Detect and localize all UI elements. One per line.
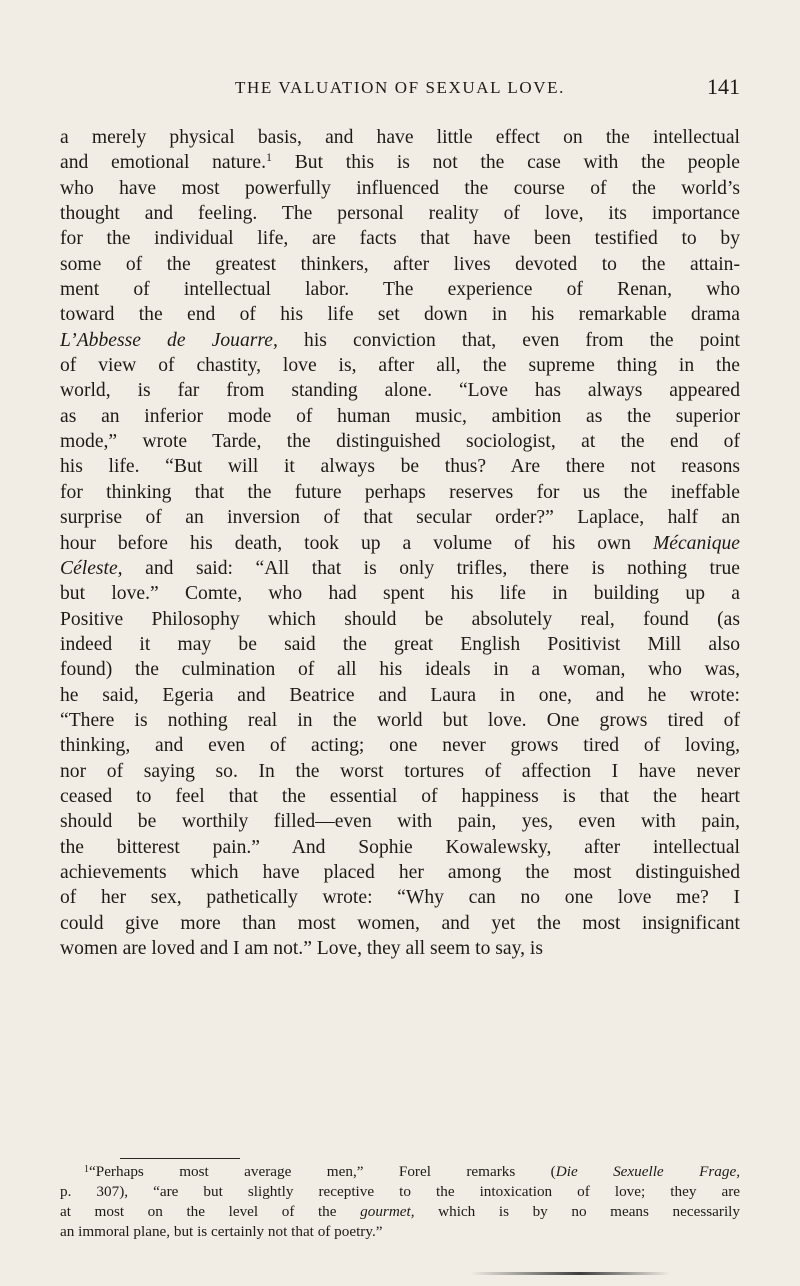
body-line: toward the end of his life set down in his remarkable drama xyxy=(60,304,740,326)
running-title: THE VALUATION OF SEXUAL LOVE. xyxy=(235,78,565,97)
body-line: but love.” Comte, who had spent his life in building up a xyxy=(60,583,740,605)
work-title: L’Abbesse de Jouarre, xyxy=(60,329,278,351)
body-line: “There is nothing real in the world but love. One grows tired of xyxy=(60,709,740,731)
body-line: of view of chastity, love is, after all, the supreme thing in the xyxy=(60,355,740,377)
body-line: women are loved and I am not.” Love, they all seem to say, is xyxy=(60,938,543,959)
body-line: found) the culmination of all his ideals in a woman, who was, xyxy=(60,659,740,681)
body-line: thinking, and even of acting; one never grows tired of loving, xyxy=(60,735,740,757)
body-paragraph xyxy=(60,125,740,961)
footnote-line: at most on the level of the gourmet, which is by no means necessarily xyxy=(60,1203,740,1220)
body-line: he said, Egeria and Beatrice and Laura in one, and he wrote: xyxy=(60,684,740,706)
body-line: L’Abbesse de Jouarre, his conviction that, even from the point xyxy=(60,329,741,351)
body-line: and emotional nature.$^1$ But this is not the case with the people xyxy=(60,150,740,174)
footnote-line: $^1$“Perhaps most average men,” Forel remarks (Die Sexuelle Frage, xyxy=(84,1163,740,1180)
body-line: Céleste, and said: “All that is only trifles, there is nothing true xyxy=(60,557,740,579)
body-line: surprise of an inversion of that secular order?” Laplace, half an xyxy=(60,507,740,529)
body-line: should be worthily filled—even with pain, yes, even with pain, xyxy=(60,811,740,833)
work-title: Die Sexuelle Frage, xyxy=(555,1163,740,1180)
body-line: his life. “But will it always be thus? Are there not reasons xyxy=(60,456,740,478)
body-line: of her sex, pathetically wrote: “Why can no one love me? I xyxy=(60,887,740,909)
body-line: achievements which have placed her among the most distinguished xyxy=(60,861,740,883)
body-line: for thinking that the future perhaps reserves for us the ineffable xyxy=(60,481,740,503)
body-line: for the individual life, are facts that have been testified to by xyxy=(60,228,740,250)
body-line: nor of saying so. In the worst tortures of affection I have never xyxy=(60,760,740,782)
body-line: thought and feeling. The personal reality of love, its importance xyxy=(60,203,740,225)
footnote xyxy=(60,1162,740,1242)
body-line: hour before his death, took up a volume of his own Mécanique xyxy=(60,532,740,554)
body-line: mode,” wrote Tarde, the distinguished sociologist, at the end of xyxy=(60,431,740,453)
body-line: could give more than most women, and yet the most insignificant xyxy=(60,912,740,934)
footnote-line: p. 307), “are but slightly receptive to the intoxication of love; they are xyxy=(60,1183,740,1200)
body-line: Positive Philosophy which should be absolutely real, found (as xyxy=(60,608,740,630)
body-line: world, is far from standing alone. “Love has always appeared xyxy=(60,380,740,402)
work-title: Mécanique xyxy=(652,532,740,554)
emphasis: gourmet, xyxy=(360,1203,415,1220)
scan-smudge xyxy=(470,1272,670,1275)
page-number: 141 xyxy=(707,74,740,99)
running-head xyxy=(60,74,740,104)
body-line: who have most powerfully influenced the course of the world’s xyxy=(60,177,740,199)
footnote-divider xyxy=(120,1158,240,1159)
work-title: Céleste, xyxy=(60,557,123,579)
body-line: a merely physical basis, and have little effect on the intellectual xyxy=(60,127,740,148)
body-line: the bitterest pain.” And Sophie Kowalewsky, after intellectual xyxy=(60,836,740,858)
footnote-line: an immoral plane, but is certainly not that of poetry.” xyxy=(60,1223,383,1240)
body-line: indeed it may be said the great English Positivist Mill also xyxy=(60,633,740,655)
footnote-reference: 1 xyxy=(265,150,272,165)
body-line: ceased to feel that the essential of happiness is that the heart xyxy=(60,785,740,807)
body-line: as an inferior mode of human music, ambition as the superior xyxy=(60,405,740,427)
footnote-marker: 1 xyxy=(84,1164,89,1175)
body-line: some of the greatest thinkers, after lives devoted to the attain- xyxy=(60,253,740,275)
body-line: ment of intellectual labor. The experience of Renan, who xyxy=(60,279,740,301)
